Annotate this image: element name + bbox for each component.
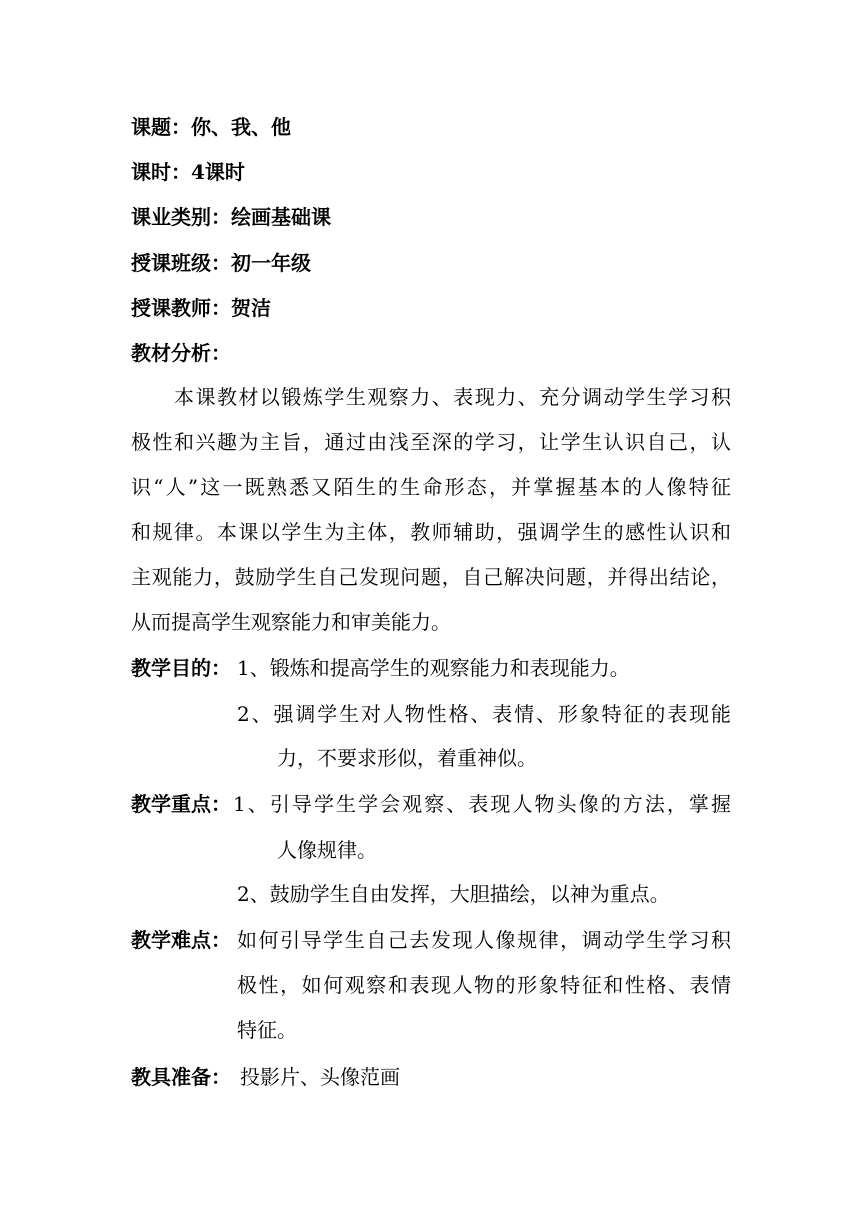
topic-value: 你、我、他 bbox=[191, 115, 291, 139]
objectives-label: 教学目的： bbox=[131, 656, 231, 680]
analysis-paragraph-line: 本课教材以锻炼学生观察力、表现力、充分调动学生学习积 bbox=[174, 385, 731, 409]
materials-value: 投影片、头像范画 bbox=[240, 1065, 400, 1089]
difficulties-text-line: 极性，如何观察和表现人物的形象特征和性格、表情 bbox=[237, 973, 731, 997]
class-value: 初一年级 bbox=[231, 251, 311, 275]
analysis-paragraph-line: 极性和兴趣为主旨，通过由浅至深的学习，让学生认识自己，认 bbox=[131, 430, 731, 454]
key-points-label: 教学重点： bbox=[131, 792, 231, 816]
category-line bbox=[131, 205, 331, 229]
teacher-line bbox=[131, 296, 271, 320]
materials-label: 教具准备： bbox=[131, 1065, 231, 1089]
analysis-label: 教材分析： bbox=[131, 341, 231, 365]
analysis-paragraph-line: 识“人”这一既熟悉又陌生的生命形态，并掌握基本的人像特征 bbox=[131, 475, 731, 499]
category-label: 课业类别： bbox=[131, 205, 231, 229]
key-points-item: 2、鼓励学生自由发挥，大胆描绘，以神为重点。 bbox=[237, 882, 670, 906]
analysis-paragraph-line: 和规律。本课以学生为主体，教师辅助，强调学生的感性认识和 bbox=[131, 520, 731, 544]
difficulties-text-line: 特征。 bbox=[237, 1018, 297, 1042]
analysis-paragraph-line: 从而提高学生观察能力和审美能力。 bbox=[131, 610, 451, 634]
class-line bbox=[131, 251, 311, 275]
topic-label: 课题： bbox=[131, 115, 191, 139]
class-label: 授课班级： bbox=[131, 251, 231, 275]
category-value: 绘画基础课 bbox=[231, 205, 331, 229]
hours-line bbox=[131, 160, 245, 184]
key-points-item-continued: 人像规律。 bbox=[277, 838, 377, 862]
key-points-item: 1、引导学生学会观察、表现人物头像的方法，掌握 bbox=[233, 792, 731, 816]
objectives-item: 2、强调学生对人物性格、表情、形象特征的表现能 bbox=[237, 702, 731, 726]
teacher-label: 授课教师： bbox=[131, 296, 231, 320]
teacher-value: 贺洁 bbox=[231, 296, 271, 320]
objectives-item: 1、锻炼和提高学生的观察能力和表现能力。 bbox=[237, 656, 630, 680]
analysis-paragraph-line: 主观能力，鼓励学生自己发现问题，自己解决问题，并得出结论， bbox=[131, 565, 731, 589]
hours-label: 课时： bbox=[131, 160, 191, 184]
topic-line bbox=[131, 115, 291, 139]
difficulties-text-line: 如何引导学生自己去发现人像规律，调动学生学习积 bbox=[237, 928, 731, 952]
difficulties-label: 教学难点： bbox=[131, 928, 231, 952]
objectives-item-continued: 力，不要求形似，着重神似。 bbox=[277, 746, 537, 770]
hours-value: 4课时 bbox=[191, 160, 245, 184]
